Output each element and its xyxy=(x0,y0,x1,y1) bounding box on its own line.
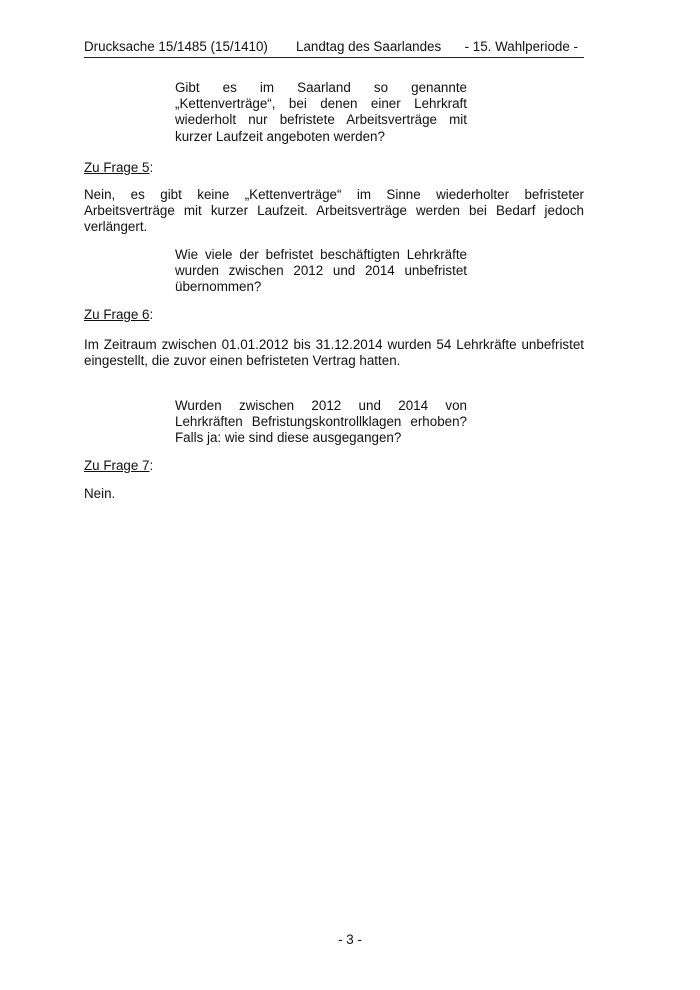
answer-7-colon: : xyxy=(149,458,154,473)
page-header xyxy=(84,39,584,58)
answer-7-label: Zu Frage 7 xyxy=(84,458,150,473)
answer-6-colon: : xyxy=(149,307,154,322)
answer-7-text: Nein. xyxy=(84,486,116,501)
question-6-text: Wie viele der befristet beschäftigten Lehrkräfte wurden zwischen 2012 und 2014 unbefristet übernommen? xyxy=(175,247,467,295)
answer-5-label: Zu Frage 5 xyxy=(84,160,150,175)
page-number: - 3 - xyxy=(338,932,362,947)
answer-7-heading xyxy=(84,458,153,474)
answer-5-colon: : xyxy=(149,160,154,175)
answer-5-text: Nein, es gibt keine „Kettenverträge“ im Sinne wiederholter befristeter Arbeitsverträge mit kurzer Laufzeit. Arbeitsverträge werden bei Bedarf jedoch verlängert. xyxy=(84,187,584,235)
answer-6-text: Im Zeitraum zwischen 01.01.2012 bis 31.12.2014 wurden 54 Lehrkräfte unbefristet eingestellt, die zuvor einen befristeten Vertrag hatten. xyxy=(84,337,584,369)
question-5-text: Gibt es im Saarland so genannte „Kettenverträge“, bei denen einer Lehrkraft wiederholt nur befristete Arbeitsverträge mit kurzer Laufzeit angeboten werden? xyxy=(175,80,467,144)
legislative-period: - 15. Wahlperiode - xyxy=(464,39,578,54)
document-number: Drucksache 15/1485 (15/1410) xyxy=(84,39,268,54)
question-7-text: Wurden zwischen 2012 und 2014 von Lehrkräften Befristungskontrollklagen erhoben? Falls ja: wie sind diese ausgegangen? xyxy=(175,398,467,446)
answer-6-heading xyxy=(84,307,153,323)
answer-6-label: Zu Frage 6 xyxy=(84,307,150,322)
parliament-name: Landtag des Saarlandes xyxy=(296,39,442,54)
answer-5-heading xyxy=(84,160,153,176)
